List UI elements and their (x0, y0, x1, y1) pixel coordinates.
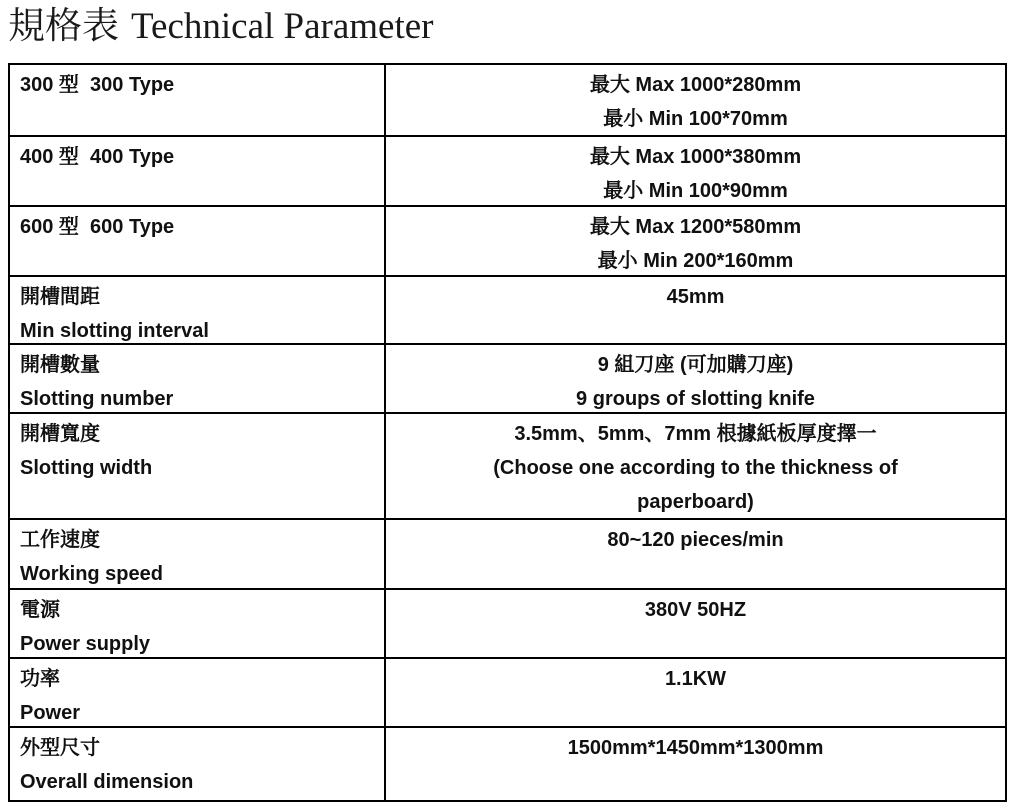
parameter-label-cell (10, 277, 386, 343)
technical-parameter-table (8, 63, 1007, 802)
parameter-label-line: Slotting width (20, 457, 153, 479)
parameter-value-cell (386, 65, 1005, 135)
table-row (10, 726, 1005, 800)
page-title-zh: 規格表 (8, 6, 119, 47)
parameter-label-cell (10, 728, 386, 800)
parameter-value-cell (386, 137, 1005, 205)
table-row (10, 412, 1005, 518)
parameter-label-cell (10, 414, 386, 518)
table-row (10, 275, 1005, 343)
table-row (10, 588, 1005, 657)
parameter-value-cell (386, 659, 1005, 726)
parameter-label-line: Power supply (20, 633, 151, 655)
parameter-value-cell (386, 345, 1005, 412)
page-title (8, 2, 434, 52)
parameter-label-cell (10, 345, 386, 412)
parameter-label-line: 開槽數量 (20, 354, 100, 376)
parameter-label-line: Min slotting interval (20, 320, 209, 342)
parameter-value-line: 最小 Min 200*160mm (597, 250, 794, 272)
parameter-value-cell (386, 207, 1005, 275)
parameter-label-cell (10, 207, 386, 275)
parameter-label-line: Power (20, 702, 81, 724)
parameter-value-line: 9 groups of slotting knife (576, 388, 815, 410)
parameter-value-line: 9 組刀座 (可加購刀座) (597, 354, 794, 376)
parameter-value-cell (386, 414, 1005, 518)
parameter-value-line: 最小 Min 100*70mm (603, 108, 788, 130)
table-row (10, 135, 1005, 205)
parameter-value-line: 45mm (666, 286, 725, 308)
table-row (10, 65, 1005, 135)
parameter-label-cell (10, 590, 386, 657)
parameter-label-line: 工作速度 (20, 529, 100, 551)
parameter-label-line: Overall dimension (20, 771, 194, 793)
parameter-label-line: 300 型 300 Type (20, 74, 175, 96)
parameter-value-cell (386, 277, 1005, 343)
parameter-label-line: 400 型 400 Type (20, 146, 175, 168)
parameter-value-line: 最大 Max 1000*280mm (589, 74, 802, 96)
parameter-label-cell (10, 65, 386, 135)
parameter-value-line: 80~120 pieces/min (607, 529, 784, 551)
parameter-label-line: 電源 (20, 599, 60, 621)
parameter-label-line: Working speed (20, 563, 163, 585)
parameter-value-line: 最大 Max 1200*580mm (589, 216, 802, 238)
parameter-label-line: 外型尺寸 (20, 737, 100, 759)
parameter-label-line: 開槽寬度 (20, 423, 100, 445)
parameter-label-line: 600 型 600 Type (20, 216, 175, 238)
page-title-en: Technical Parameter (131, 6, 434, 47)
parameter-value-line: paperboard) (637, 491, 754, 513)
table-row (10, 657, 1005, 726)
table-row (10, 518, 1005, 588)
parameter-value-line: 3.5mm、5mm、7mm 根據紙板厚度擇一 (514, 423, 877, 445)
parameter-value-line: 最大 Max 1000*380mm (589, 146, 802, 168)
parameter-value-line: (Choose one according to the thickness of (493, 457, 898, 479)
parameter-label-line: 功率 (20, 668, 60, 690)
parameter-label-line: Slotting number (20, 388, 174, 410)
parameter-value-line: 1.1KW (664, 668, 727, 690)
table-row (10, 205, 1005, 275)
parameter-value-cell (386, 728, 1005, 800)
parameter-label-cell (10, 659, 386, 726)
parameter-label-cell (10, 520, 386, 588)
parameter-value-line: 最小 Min 100*90mm (603, 180, 788, 202)
parameter-value-cell (386, 590, 1005, 657)
parameter-value-line: 1500mm*1450mm*1300mm (567, 737, 824, 759)
parameter-label-cell (10, 137, 386, 205)
parameter-label-line: 開槽間距 (20, 286, 100, 308)
parameter-value-cell (386, 520, 1005, 588)
table-row (10, 343, 1005, 412)
parameter-value-line: 380V 50HZ (644, 599, 747, 621)
